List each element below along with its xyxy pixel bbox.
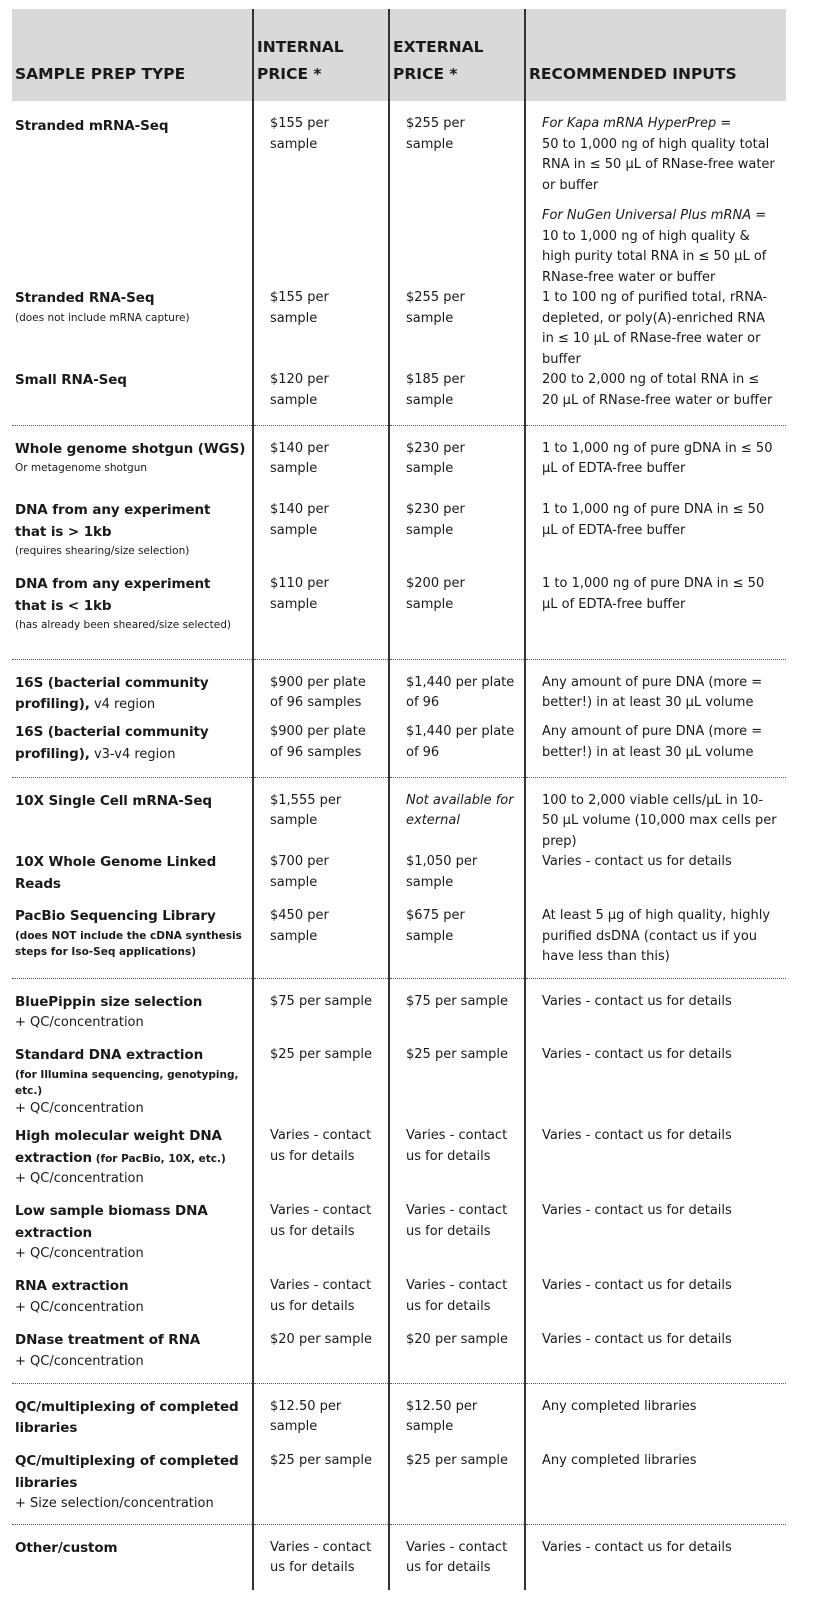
sample-prep-label: DNA from any experiment that is < 1kb — [15, 576, 211, 614]
sample-prep-label: Stranded mRNA-Seq — [15, 118, 169, 134]
internal-price: $1,555 per sample — [253, 777, 389, 852]
sample-prep-cell — [12, 370, 253, 425]
external-price: $675 per sample — [389, 906, 525, 978]
inputs-kit-name: For Kapa mRNA HyperPrep = — [542, 116, 732, 131]
table-row — [12, 852, 786, 906]
external-price: $255 per sample — [389, 101, 525, 288]
internal-price: Varies - contact us for details — [253, 1524, 389, 1590]
external-price: Not available for external — [389, 777, 525, 852]
sample-prep-label: DNA from any experiment that is > 1kb — [15, 502, 211, 540]
external-price: $1,050 per sample — [389, 852, 525, 906]
table-row — [12, 978, 786, 1045]
external-price: $230 per sample — [389, 425, 525, 500]
internal-price: Varies - contact us for details — [253, 1126, 389, 1201]
recommended-inputs: 1 to 100 ng of purified total, rRNA-depleted, or poly(A)-enriched RNA in ≤ 10 µL of RNase-free water or buffer — [525, 288, 786, 370]
sample-prep-cell — [12, 777, 253, 852]
table-row — [12, 1276, 786, 1330]
table-row — [12, 1201, 786, 1276]
recommended-inputs: Any amount of pure DNA (more = better!) in at least 30 µL volume — [525, 659, 786, 722]
sample-prep-note: (does NOT include the cDNA synthesis steps for Iso-Seq applications) — [15, 929, 242, 958]
recommended-inputs: Varies - contact us for details — [525, 1201, 786, 1276]
internal-price: $12.50 per sample — [253, 1383, 389, 1451]
internal-price: $450 per sample — [253, 906, 389, 978]
sample-prep-cell — [12, 1276, 253, 1330]
recommended-inputs: At least 5 µg of high quality, highly purified dsDNA (contact us if you have less than this) — [525, 906, 786, 978]
sample-prep-cell — [12, 659, 253, 722]
external-price: $1,440 per plate of 96 — [389, 722, 525, 777]
internal-price: $25 per sample — [253, 1045, 389, 1126]
sample-prep-label: Other/custom — [15, 1539, 118, 1556]
sample-prep-note: (does not include mRNA capture) — [15, 311, 190, 324]
recommended-inputs: Varies - contact us for details — [525, 978, 786, 1045]
table-row — [12, 1045, 786, 1126]
recommended-inputs: Varies - contact us for details — [525, 1524, 786, 1590]
sample-prep-cell — [12, 978, 253, 1045]
internal-price: $900 per plate of 96 samples — [253, 659, 389, 722]
internal-price: $140 per sample — [253, 500, 389, 574]
external-price: $185 per sample — [389, 370, 525, 425]
external-price: Varies - contact us for details — [389, 1276, 525, 1330]
sample-prep-label: 10X Whole Genome Linked Reads — [15, 854, 217, 892]
internal-price: $700 per sample — [253, 852, 389, 906]
pricing-sheet — [12, 9, 786, 1590]
table-row — [12, 1451, 786, 1524]
external-price: $1,440 per plate of 96 — [389, 659, 525, 722]
external-price: $230 per sample — [389, 500, 525, 574]
inputs-text: 50 to 1,000 ng of high quality total RNA in ≤ 50 µL of RNase-free water or buffer — [542, 136, 775, 193]
table-row — [12, 1126, 786, 1201]
sample-prep-cell — [12, 1451, 253, 1524]
sample-prep-note: (for PacBio, 10X, etc.) — [92, 1152, 226, 1165]
sample-prep-addon: + QC/concentration — [15, 1015, 144, 1030]
sample-prep-note: (has already been sheared/size selected) — [15, 619, 232, 631]
sample-prep-label: Stranded RNA-Seq — [15, 290, 155, 306]
sample-prep-label: Low sample biomass DNA extraction — [15, 1203, 208, 1241]
sample-prep-cell — [12, 1045, 253, 1126]
table-row — [12, 500, 786, 574]
recommended-inputs: 200 to 2,000 ng of total RNA in ≤ 20 µL of RNase-free water or buffer — [525, 370, 786, 425]
sample-prep-cell — [12, 1126, 253, 1201]
external-price: $25 per sample — [389, 1451, 525, 1524]
sample-prep-label: Whole genome shotgun (WGS) — [15, 440, 246, 457]
sample-prep-addon: + QC/concentration — [15, 1100, 144, 1116]
sample-prep-note: (requires shearing/size selection) — [15, 545, 190, 557]
table-row — [12, 1330, 786, 1383]
internal-price: $20 per sample — [253, 1330, 389, 1383]
sample-prep-cell — [12, 1383, 253, 1451]
sample-prep-note: (for Illumina sequencing, genotyping, etc.) — [15, 1068, 239, 1097]
internal-price: $110 per sample — [253, 574, 389, 659]
sample-prep-cell — [12, 722, 253, 777]
table-row — [12, 370, 786, 425]
inputs-text: 10 to 1,000 ng of high quality & high purity total RNA in ≤ 50 µL of RNase-free water or buffer — [542, 228, 767, 285]
table-row — [12, 1524, 786, 1590]
sample-prep-cell — [12, 852, 253, 906]
recommended-inputs: Varies - contact us for details — [525, 1276, 786, 1330]
internal-price: $75 per sample — [253, 978, 389, 1045]
recommended-inputs: Varies - contact us for details — [525, 1126, 786, 1201]
table-row — [12, 101, 786, 288]
sample-prep-label: DNase treatment of RNA — [15, 1332, 201, 1348]
external-price: $75 per sample — [389, 978, 525, 1045]
internal-price: Varies - contact us for details — [253, 1276, 389, 1330]
header-sample-prep-type: SAMPLE PREP TYPE — [12, 9, 253, 101]
sample-prep-label: 10X Single Cell mRNA-Seq — [15, 792, 212, 809]
table-row — [12, 906, 786, 978]
header-internal-price: INTERNAL PRICE * — [253, 9, 389, 101]
sample-prep-region: v3-v4 region — [89, 746, 176, 762]
recommended-inputs: Varies - contact us for details — [525, 1330, 786, 1383]
recommended-inputs: 100 to 2,000 viable cells/µL in 10-50 µL volume (10,000 max cells per prep) — [525, 777, 786, 852]
sample-prep-addon: + QC/concentration — [15, 1171, 144, 1186]
sample-prep-label: QC/multiplexing of completed libraries — [15, 1453, 239, 1491]
sample-prep-note: Or metagenome shotgun — [15, 462, 148, 474]
table-row — [12, 659, 786, 722]
external-price: Varies - contact us for details — [389, 1201, 525, 1276]
external-price: $255 per sample — [389, 288, 525, 370]
sample-prep-addon: + QC/concentration — [15, 1353, 144, 1369]
sample-prep-label: QC/multiplexing of completed libraries — [15, 1398, 239, 1436]
sample-prep-cell — [12, 425, 253, 500]
header-row — [12, 9, 786, 101]
pricing-table — [12, 9, 786, 1590]
sample-prep-addon: + Size selection/concentration — [15, 1496, 214, 1511]
table-row — [12, 425, 786, 500]
sample-prep-cell — [12, 1524, 253, 1590]
recommended-inputs: Any amount of pure DNA (more = better!) in at least 30 µL volume — [525, 722, 786, 777]
external-price: Varies - contact us for details — [389, 1126, 525, 1201]
recommended-inputs: 1 to 1,000 ng of pure DNA in ≤ 50 µL of EDTA-free buffer — [525, 500, 786, 574]
sample-prep-label: PacBio Sequencing Library — [15, 908, 216, 924]
table-row — [12, 574, 786, 659]
recommended-inputs: Any completed libraries — [525, 1383, 786, 1451]
external-price: $20 per sample — [389, 1330, 525, 1383]
sample-prep-cell — [12, 500, 253, 574]
table-row — [12, 1383, 786, 1451]
sample-prep-cell — [12, 574, 253, 659]
table-row — [12, 777, 786, 852]
recommended-inputs: Any completed libraries — [525, 1451, 786, 1524]
sample-prep-label: 16S (bacterial community profiling), — [15, 674, 209, 712]
recommended-inputs: Varies - contact us for details — [525, 852, 786, 906]
sample-prep-cell — [12, 101, 253, 288]
sample-prep-region: v4 region — [89, 697, 156, 712]
sample-prep-label: High molecular weight DNA extraction — [15, 1128, 222, 1166]
recommended-inputs: Varies - contact us for details — [525, 1045, 786, 1126]
table-row — [12, 722, 786, 777]
sample-prep-addon: + QC/concentration — [15, 1299, 144, 1315]
internal-price: $25 per sample — [253, 1451, 389, 1524]
sample-prep-addon: + QC/concentration — [15, 1246, 144, 1261]
internal-price: Varies - contact us for details — [253, 1201, 389, 1276]
recommended-inputs: 1 to 1,000 ng of pure gDNA in ≤ 50 µL of EDTA-free buffer — [525, 425, 786, 500]
sample-prep-label: BluePippin size selection — [15, 993, 203, 1010]
sample-prep-label: Standard DNA extraction — [15, 1047, 204, 1063]
recommended-inputs: 1 to 1,000 ng of pure DNA in ≤ 50 µL of EDTA-free buffer — [525, 574, 786, 659]
sample-prep-cell — [12, 288, 253, 370]
internal-price: $155 per sample — [253, 101, 389, 288]
external-price: Varies - contact us for details — [389, 1524, 525, 1590]
external-price: $200 per sample — [389, 574, 525, 659]
inputs-kit-name: For NuGen Universal Plus mRNA = — [542, 208, 767, 223]
sample-prep-label: 16S (bacterial community profiling), — [15, 724, 209, 762]
external-price: $25 per sample — [389, 1045, 525, 1126]
table-row — [12, 288, 786, 370]
header-recommended-inputs: RECOMMENDED INPUTS — [525, 9, 786, 101]
external-price: $12.50 per sample — [389, 1383, 525, 1451]
recommended-inputs — [525, 101, 786, 288]
sample-prep-label: Small RNA-Seq — [15, 372, 127, 388]
sample-prep-cell — [12, 906, 253, 978]
sample-prep-cell — [12, 1201, 253, 1276]
sample-prep-label: RNA extraction — [15, 1278, 129, 1294]
header-external-price: EXTERNAL PRICE * — [389, 9, 525, 101]
internal-price: $120 per sample — [253, 370, 389, 425]
sample-prep-cell — [12, 1330, 253, 1383]
internal-price: $900 per plate of 96 samples — [253, 722, 389, 777]
internal-price: $140 per sample — [253, 425, 389, 500]
internal-price: $155 per sample — [253, 288, 389, 370]
